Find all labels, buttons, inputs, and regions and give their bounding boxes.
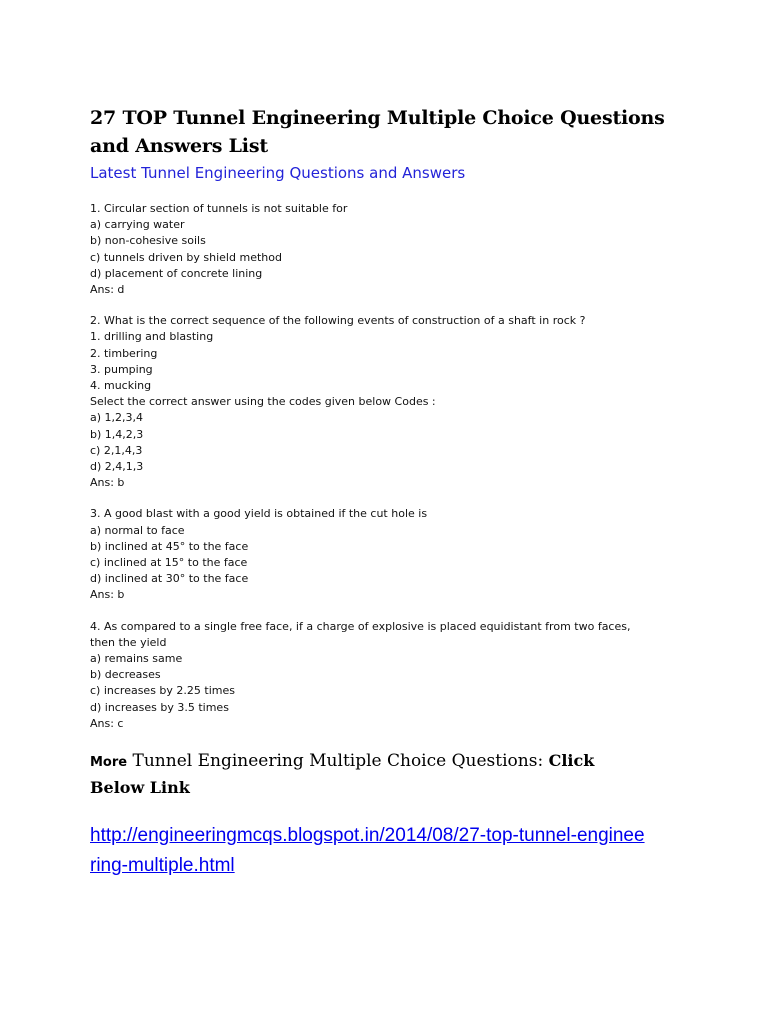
question-4-option-c: c) increases by 2.25 times (90, 684, 235, 698)
question-1-option-c: c) tunnels driven by shield method (90, 250, 282, 264)
question-2 (90, 313, 690, 491)
question-1-option-d: d) placement of concrete lining (90, 266, 263, 280)
question-1-text: 1. Circular section of tunnels is not suitable for (90, 202, 348, 215)
question-2-option-c: c) 2,1,4,3 (90, 443, 143, 457)
question-2-event-2: 2. timbering (90, 346, 158, 360)
question-2-option-b: b) 1,4,2,3 (90, 427, 144, 441)
question-4-option-b: b) decreases (90, 668, 161, 682)
more-questions-link[interactable]: http://engineeringmcqs.blogspot.in/2014/08/27-top-tunnel-engineering-multiple.html (90, 825, 645, 877)
question-3-option-d: d) inclined at 30° to the face (90, 572, 249, 586)
question-4 (90, 619, 690, 732)
question-2-event-4: 4. mucking (90, 379, 152, 393)
question-3 (90, 506, 690, 603)
question-4-option-a: a) remains same (90, 652, 183, 666)
question-3-option-c: c) inclined at 15° to the face (90, 556, 248, 570)
more-questions-heading (90, 748, 650, 801)
question-2-event-3: 3. pumping (90, 362, 153, 376)
question-3-answer: Ans: b (90, 588, 125, 602)
more-prefix: More (90, 755, 128, 771)
question-list (90, 201, 690, 732)
question-2-answer: Ans: b (90, 476, 125, 490)
question-2-event-1: 1. drilling and blasting (90, 330, 214, 344)
page-subtitle: Latest Tunnel Engineering Questions and Answers (90, 164, 466, 182)
question-3-option-b: b) inclined at 45° to the face (90, 539, 249, 553)
question-3-option-a: a) normal to face (90, 523, 185, 537)
question-2-instruction: Select the correct answer using the codes given below Codes : (90, 395, 436, 409)
question-1-answer: Ans: d (90, 283, 125, 297)
more-middle: Tunnel Engineering Multiple Choice Questions: (127, 751, 549, 772)
question-2-text: 2. What is the correct sequence of the following events of construction of a shaft in rock ? (90, 314, 586, 328)
question-1-option-b: b) non-cohesive soils (90, 234, 206, 248)
question-2-option-a: a) 1,2,3,4 (90, 411, 144, 425)
question-3-text: 3. A good blast with a good yield is obtained if the cut hole is (90, 507, 428, 521)
question-1 (90, 201, 690, 298)
question-4-option-d: d) increases by 3.5 times (90, 700, 229, 714)
question-1-option-a: a) carrying water (90, 218, 185, 232)
question-4-text: 4. As compared to a single free face, if a charge of explosive is placed equidistant from two faces, then the yield (90, 619, 631, 649)
more-suffix: Click Below Link (90, 751, 595, 798)
document-page (90, 100, 690, 881)
question-4-answer: Ans: c (90, 716, 124, 730)
question-2-option-d: d) 2,4,1,3 (90, 460, 144, 474)
page-title: 27 TOP Tunnel Engineering Multiple Choice Questions and Answers List (90, 107, 665, 157)
